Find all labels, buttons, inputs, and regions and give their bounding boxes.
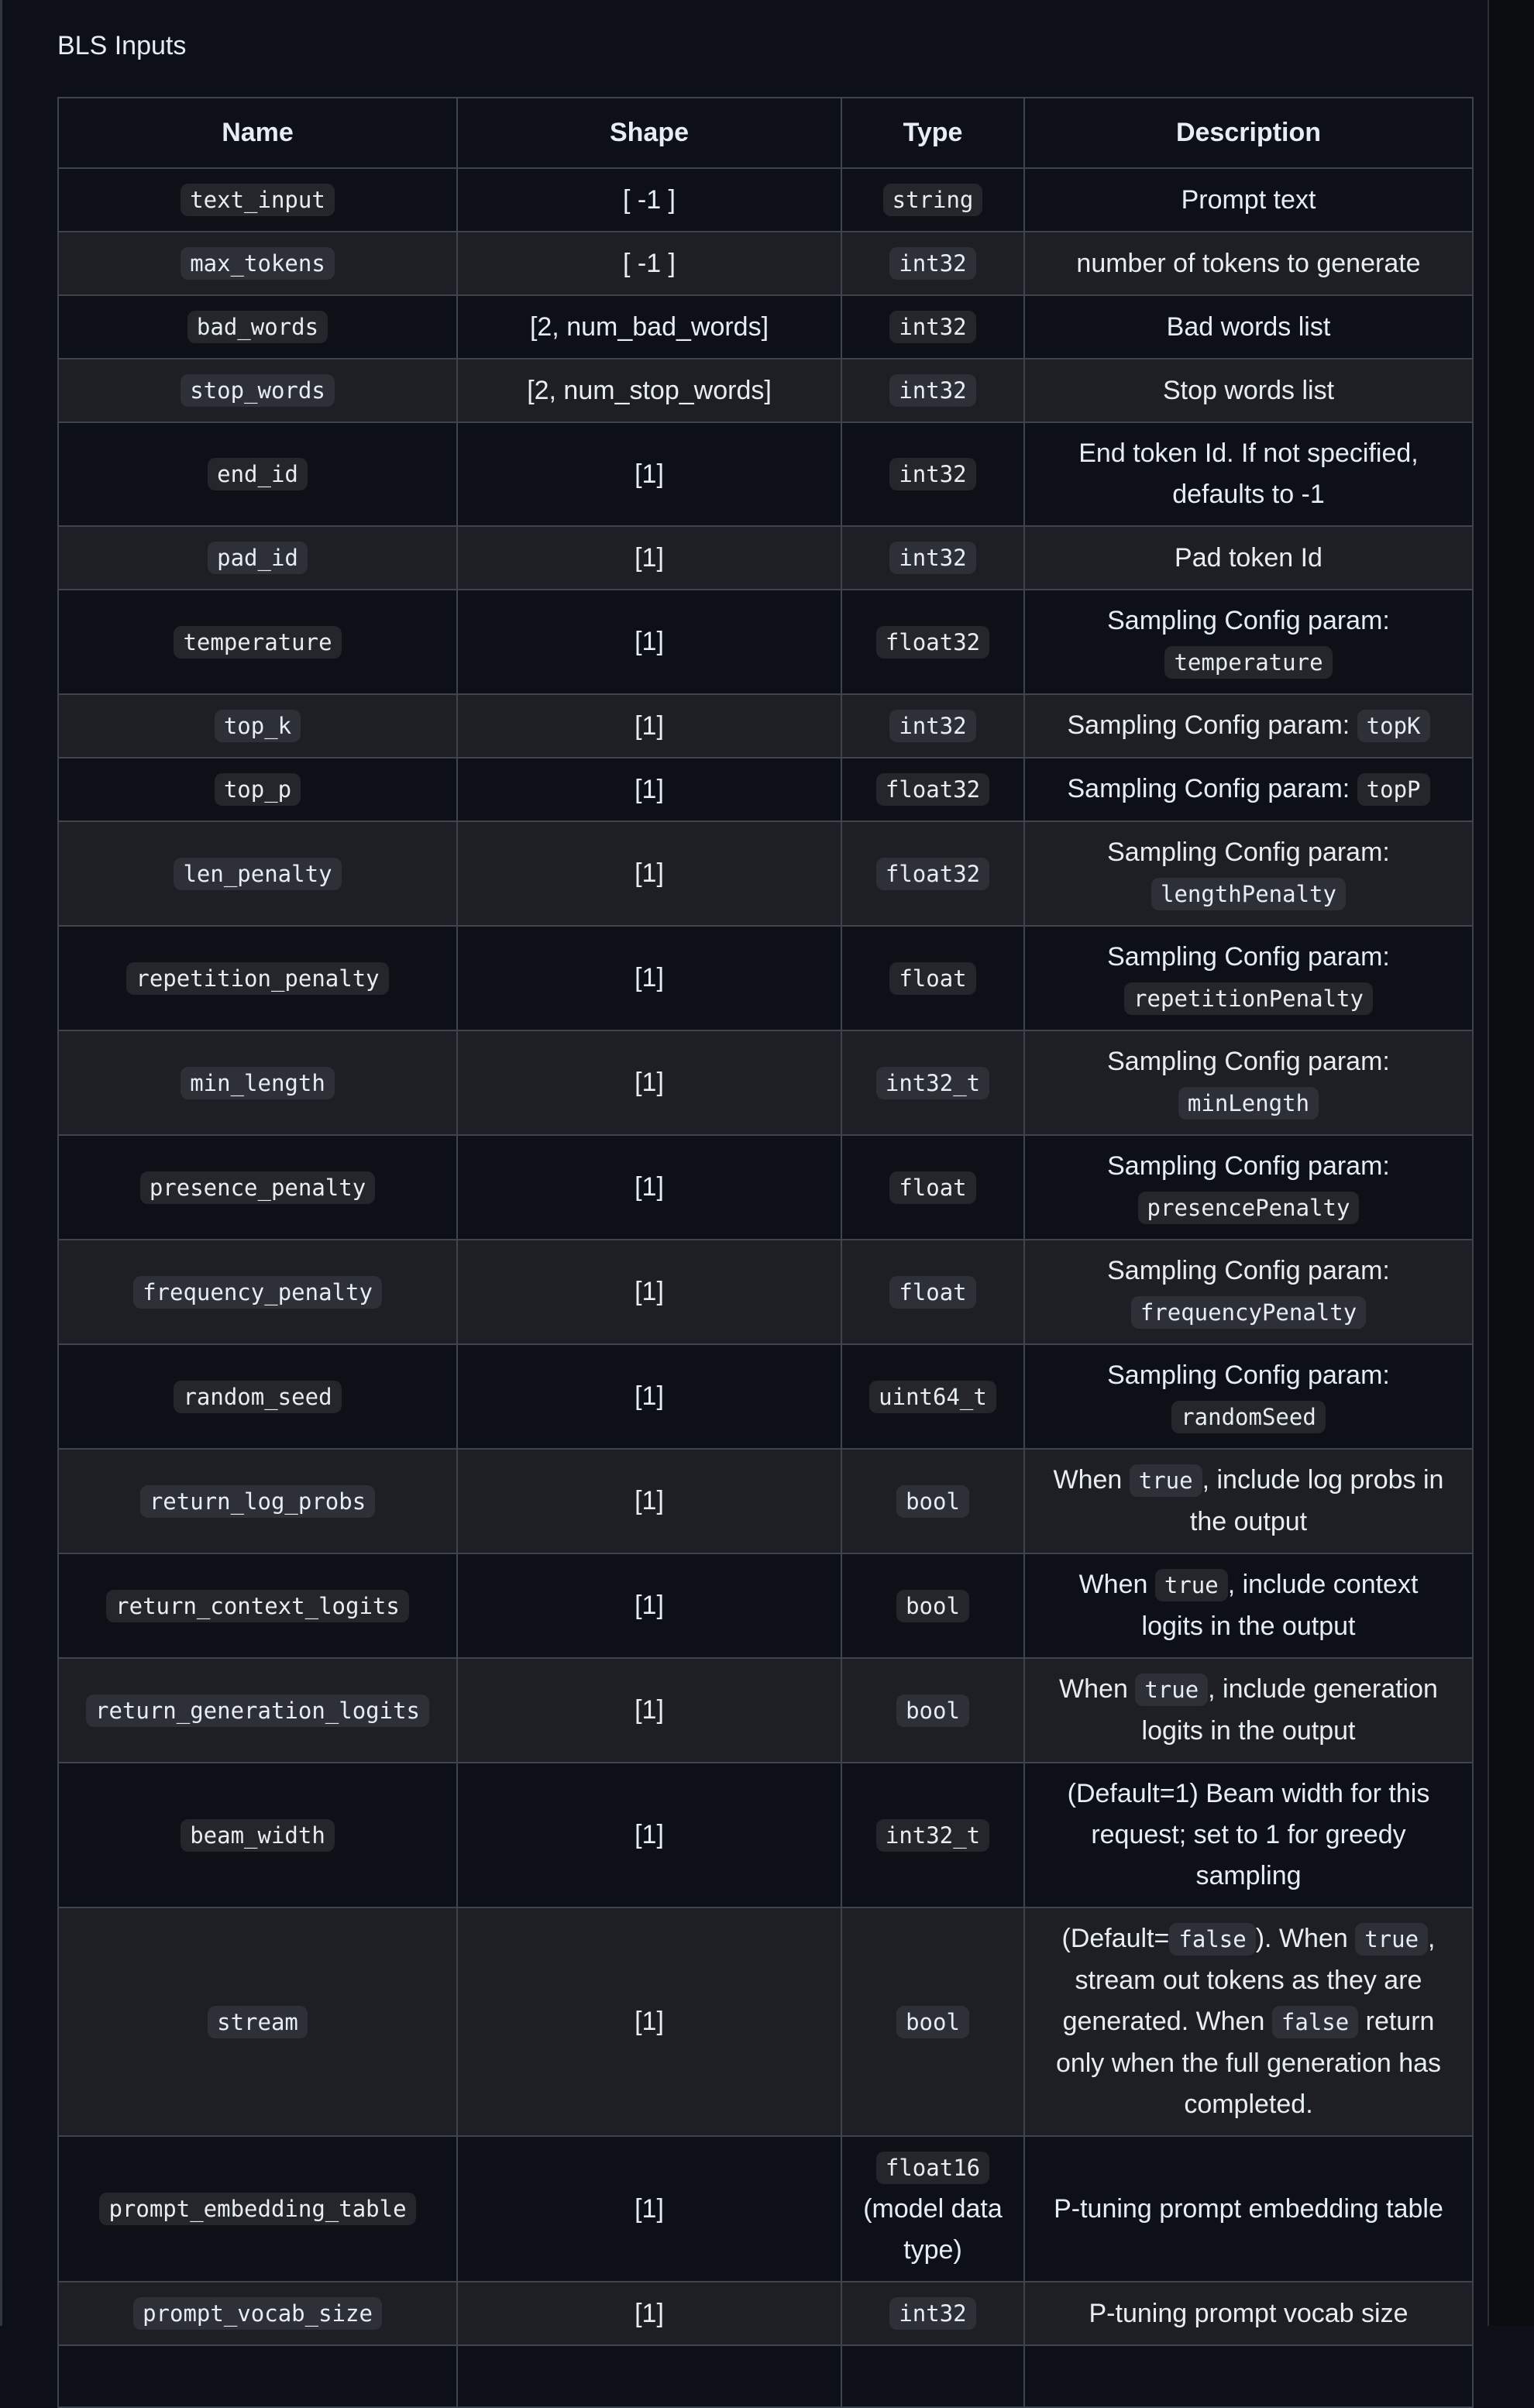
cell-shape: [1] <box>457 1553 841 1658</box>
type-code: int32 <box>889 710 975 742</box>
description-text: Sampling Config param: <box>1067 774 1357 803</box>
section-title: BLS Inputs <box>57 31 187 60</box>
cell-name <box>58 1658 457 1763</box>
table-row <box>58 758 1473 821</box>
right-scroll-gutter <box>1488 0 1534 2326</box>
cell-name <box>58 422 457 526</box>
header-type: Type <box>841 98 1024 168</box>
cell-type <box>841 1344 1024 1449</box>
cell-description <box>1024 1135 1473 1240</box>
cell-description <box>1024 1658 1473 1763</box>
cell-shape: [1] <box>457 1135 841 1240</box>
cell-name <box>58 926 457 1030</box>
inline-code: randomSeed <box>1171 1401 1326 1433</box>
cell-shape: [1] <box>457 1030 841 1135</box>
cell-description <box>1024 1240 1473 1344</box>
cell-type <box>841 1658 1024 1763</box>
header-shape: Shape <box>457 98 841 168</box>
param-name-code: random_seed <box>174 1381 341 1413</box>
description-text: (Default=1) Beam width for this request; set to 1 for greedy sampling <box>1067 1779 1430 1890</box>
cell-name <box>58 1449 457 1553</box>
cell-name <box>58 821 457 926</box>
description-text: , stream out tokens as they are generated. When <box>1062 1924 1436 2036</box>
param-name-code: end_id <box>208 458 308 490</box>
type-code: bool <box>896 1694 969 1727</box>
param-name-code: stream <box>208 2006 308 2038</box>
cell-description <box>1024 1553 1473 1658</box>
cell-name <box>58 1553 457 1658</box>
cell-type <box>841 2345 1024 2407</box>
type-code: float32 <box>876 626 989 659</box>
description-text: P-tuning prompt embedding table <box>1054 2193 1443 2224</box>
table-body <box>58 168 1473 2407</box>
description-text: Sampling Config param: <box>1107 1047 1390 1076</box>
param-name-code: prompt_embedding_table <box>99 2193 415 2225</box>
inline-code: false <box>1272 2006 1358 2038</box>
description-text: , include generation logits in the output <box>1141 1674 1438 1746</box>
type-code: float <box>889 1276 975 1309</box>
param-name-code: max_tokens <box>181 247 335 280</box>
type-code: float32 <box>876 773 989 806</box>
left-border <box>0 0 2 2326</box>
type-code: bool <box>896 2006 969 2038</box>
cell-type <box>841 2282 1024 2345</box>
cell-description <box>1024 422 1473 526</box>
cell-name <box>58 1135 457 1240</box>
cell-shape: [1] <box>457 821 841 926</box>
cell-type <box>841 2136 1024 2282</box>
inline-code: topP <box>1357 773 1430 806</box>
cell-name <box>58 590 457 694</box>
cell-name <box>58 526 457 590</box>
cell-name <box>58 2136 457 2282</box>
description-text: When <box>1059 1674 1136 1704</box>
cell-type <box>841 526 1024 590</box>
cell-description <box>1024 758 1473 821</box>
table-row <box>58 590 1473 694</box>
cell-shape: [1] <box>457 1240 841 1344</box>
type-code: float32 <box>876 858 989 890</box>
type-code: float <box>889 962 975 995</box>
cell-name <box>58 2282 457 2345</box>
cell-type <box>841 694 1024 758</box>
inline-code: false <box>1169 1923 1255 1956</box>
description-text: , include log probs in the output <box>1189 1465 1444 1536</box>
param-name-code: stop_words <box>181 374 335 407</box>
cell-name <box>58 694 457 758</box>
cell-description <box>1024 526 1473 590</box>
table-row <box>58 1763 1473 1907</box>
description-text: Sampling Config param: <box>1107 942 1390 972</box>
cell-type <box>841 1907 1024 2136</box>
param-name-code: return_log_probs <box>140 1485 375 1518</box>
table-row <box>58 232 1473 295</box>
type-code: int32 <box>889 458 975 490</box>
inline-code: frequencyPenalty <box>1131 1296 1366 1329</box>
cell-type <box>841 1030 1024 1135</box>
description-text: return only when the full generation has completed. <box>1055 2007 1442 2119</box>
cell-shape: [1] <box>457 590 841 694</box>
inline-code: minLength <box>1178 1087 1319 1120</box>
inline-code: topK <box>1357 710 1430 742</box>
param-name-code: beam_width <box>181 1819 335 1852</box>
inline-code: true <box>1135 1674 1208 1706</box>
table-header-row <box>58 98 1473 168</box>
cell-shape: [1] <box>457 2282 841 2345</box>
description-text: Sampling Config param: <box>1107 1151 1390 1181</box>
cell-name <box>58 1030 457 1135</box>
param-name-code: bad_words <box>187 311 328 343</box>
param-name-code: pad_id <box>208 542 308 574</box>
description-text: Sampling Config param: <box>1107 1256 1390 1285</box>
cell-type <box>841 926 1024 1030</box>
cell-shape: [1] <box>457 758 841 821</box>
cell-type <box>841 232 1024 295</box>
param-name-code: top_p <box>215 773 301 806</box>
cell-type <box>841 422 1024 526</box>
param-name-code: repetition_penalty <box>126 962 388 995</box>
cell-type <box>841 359 1024 422</box>
table-row <box>58 694 1473 758</box>
table-row <box>58 2282 1473 2345</box>
cell-name <box>58 1907 457 2136</box>
description-text: ). When <box>1255 1924 1356 1953</box>
cell-type <box>841 1449 1024 1553</box>
cell-shape: [1] <box>457 422 841 526</box>
cell-name <box>58 1763 457 1907</box>
cell-description <box>1024 926 1473 1030</box>
type-code: int32_t <box>876 1067 989 1099</box>
cell-description <box>1024 1344 1473 1449</box>
cell-shape: [1] <box>457 526 841 590</box>
cell-shape: [1] <box>457 1658 841 1763</box>
type-note: (model data type) <box>863 2194 1003 2265</box>
cell-type <box>841 1553 1024 1658</box>
param-name-code: min_length <box>181 1067 335 1099</box>
inline-code: repetitionPenalty <box>1124 982 1373 1015</box>
table-row <box>58 295 1473 359</box>
cell-name <box>58 359 457 422</box>
description-text: When <box>1078 1570 1155 1599</box>
param-name-code: presence_penalty <box>140 1171 375 1204</box>
description-text: (Default= <box>1061 1924 1170 1953</box>
cell-name <box>58 1240 457 1344</box>
param-name-code: temperature <box>174 626 341 659</box>
cell-type <box>841 168 1024 232</box>
cell-description <box>1024 2345 1473 2407</box>
description-text: Stop words list <box>1162 375 1335 405</box>
inline-code: presencePenalty <box>1138 1192 1360 1224</box>
cell-name <box>58 758 457 821</box>
type-code: bool <box>896 1590 969 1622</box>
description-text: Pad token Id <box>1175 542 1322 573</box>
description-text: P-tuning prompt vocab size <box>1089 2298 1408 2328</box>
cell-description <box>1024 232 1473 295</box>
table-row <box>58 2136 1473 2282</box>
cell-shape: [ -1 ] <box>457 232 841 295</box>
table-row <box>58 526 1473 590</box>
header-name: Name <box>58 98 457 168</box>
cell-description <box>1024 2282 1473 2345</box>
type-code: int32 <box>889 311 975 343</box>
cell-description <box>1024 1449 1473 1553</box>
inline-code: true <box>1355 1923 1428 1956</box>
table-row <box>58 1658 1473 1763</box>
cell-shape <box>457 2345 841 2407</box>
table-row <box>58 1030 1473 1135</box>
table-row <box>58 1449 1473 1553</box>
type-code: uint64_t <box>869 1381 996 1413</box>
type-code: int32 <box>889 542 975 574</box>
description-text: , include context logits in the output <box>1141 1570 1419 1641</box>
type-code: int32 <box>889 2297 975 2330</box>
cell-name <box>58 168 457 232</box>
table-row <box>58 1553 1473 1658</box>
cell-description <box>1024 168 1473 232</box>
table-row <box>58 1135 1473 1240</box>
param-name-code: len_penalty <box>174 858 341 890</box>
table-row <box>58 1907 1473 2136</box>
type-code: int32 <box>889 374 975 407</box>
cell-shape: [2, num_bad_words] <box>457 295 841 359</box>
description-text: Sampling Config param: <box>1107 1361 1390 1390</box>
cell-name <box>58 232 457 295</box>
description-text: Sampling Config param: <box>1107 838 1390 867</box>
cell-description <box>1024 590 1473 694</box>
inline-code: true <box>1155 1569 1228 1601</box>
inline-code: temperature <box>1164 646 1332 679</box>
cell-description <box>1024 1030 1473 1135</box>
param-name-code: frequency_penalty <box>133 1276 382 1309</box>
param-name-code: text_input <box>181 184 335 216</box>
cell-shape: [1] <box>457 1907 841 2136</box>
table-row <box>58 359 1473 422</box>
cell-type <box>841 1135 1024 1240</box>
cell-description <box>1024 821 1473 926</box>
cell-description <box>1024 694 1473 758</box>
cell-type <box>841 821 1024 926</box>
cell-shape: [1] <box>457 1763 841 1907</box>
type-code: float16 <box>876 2152 989 2184</box>
cell-shape: [ -1 ] <box>457 168 841 232</box>
description-text: Bad words list <box>1166 311 1331 342</box>
description-text: End token Id. If not specified, defaults to -1 <box>1078 439 1419 509</box>
type-code: float <box>889 1171 975 1204</box>
cell-name <box>58 2345 457 2407</box>
cell-name <box>58 295 457 359</box>
bls-inputs-table <box>57 97 1474 2408</box>
type-code: bool <box>896 1485 969 1518</box>
cell-type <box>841 758 1024 821</box>
type-code: int32 <box>889 247 975 280</box>
description-text: number of tokens to generate <box>1076 248 1421 278</box>
cell-type <box>841 1763 1024 1907</box>
table-row <box>58 926 1473 1030</box>
cell-description <box>1024 1763 1473 1907</box>
param-name-code: return_context_logits <box>106 1590 409 1622</box>
description-text: Sampling Config param: <box>1107 606 1390 635</box>
cell-shape: [1] <box>457 2136 841 2282</box>
cell-shape: [1] <box>457 1344 841 1449</box>
cell-name <box>58 1344 457 1449</box>
table-row <box>58 422 1473 526</box>
cell-shape: [2, num_stop_words] <box>457 359 841 422</box>
cell-description <box>1024 295 1473 359</box>
type-code: string <box>883 184 983 216</box>
table-row <box>58 821 1473 926</box>
cell-description <box>1024 359 1473 422</box>
description-text: When <box>1053 1465 1130 1495</box>
inline-code: true <box>1130 1464 1202 1497</box>
param-name-code: return_generation_logits <box>86 1694 429 1727</box>
table-row <box>58 2345 1473 2407</box>
param-name-code: prompt_vocab_size <box>133 2297 382 2330</box>
param-name-code: top_k <box>215 710 301 742</box>
table-row <box>58 1344 1473 1449</box>
cell-shape: [1] <box>457 926 841 1030</box>
inline-code: lengthPenalty <box>1151 878 1346 910</box>
description-text: Sampling Config param: <box>1067 710 1357 740</box>
cell-type <box>841 590 1024 694</box>
table-row <box>58 1240 1473 1344</box>
header-description: Description <box>1024 98 1473 168</box>
description-text: Prompt text <box>1181 184 1316 215</box>
cell-description <box>1024 1907 1473 2136</box>
cell-type <box>841 295 1024 359</box>
type-code: int32_t <box>876 1819 989 1852</box>
cell-shape: [1] <box>457 1449 841 1553</box>
cell-description <box>1024 2136 1473 2282</box>
table-row <box>58 168 1473 232</box>
cell-shape: [1] <box>457 694 841 758</box>
cell-type <box>841 1240 1024 1344</box>
